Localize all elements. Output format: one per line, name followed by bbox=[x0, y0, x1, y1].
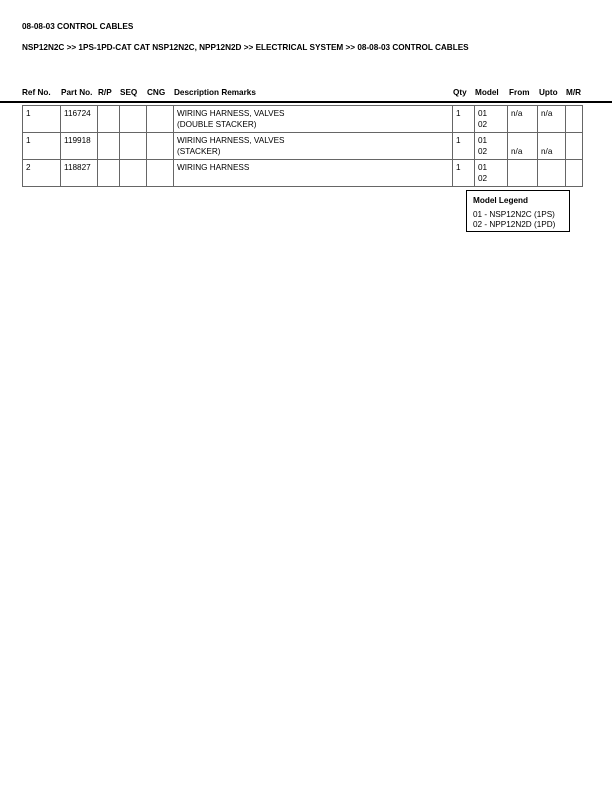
cell-seq bbox=[120, 160, 147, 187]
cell-text: 02 bbox=[478, 173, 488, 183]
col-header-qty: Qty bbox=[453, 88, 467, 97]
col-header-part: Part No. bbox=[61, 88, 93, 97]
cell-text: 1 bbox=[456, 163, 461, 172]
cell-part bbox=[61, 106, 98, 133]
col-header-seq: SEQ bbox=[120, 88, 138, 97]
cell-text: 01 bbox=[478, 109, 488, 118]
cell-qty bbox=[453, 160, 475, 187]
cell-text: (DOUBLE STACKER) bbox=[177, 119, 257, 129]
cell-cng bbox=[147, 106, 174, 133]
cell-text: 1 bbox=[26, 109, 31, 118]
cell-qty bbox=[453, 106, 475, 133]
cell-text: 01 bbox=[478, 136, 488, 145]
cell-text: 116724 bbox=[64, 109, 91, 118]
cell-ref bbox=[23, 160, 61, 187]
cell-part bbox=[61, 133, 98, 160]
cell-ref bbox=[23, 133, 61, 160]
table-row bbox=[23, 106, 583, 133]
cell-rp bbox=[98, 133, 120, 160]
cell-mr bbox=[566, 160, 583, 187]
cell-text: 02 bbox=[478, 119, 488, 129]
cell-cng bbox=[147, 160, 174, 187]
col-header-rp: R/P bbox=[98, 88, 112, 97]
cell-text: n/a bbox=[511, 146, 523, 156]
header-rule bbox=[0, 101, 612, 103]
cell-text: 1 bbox=[456, 109, 461, 118]
cell-text: 1 bbox=[456, 136, 461, 145]
cell-model bbox=[475, 106, 508, 133]
col-header-model: Model bbox=[475, 88, 499, 97]
model-legend bbox=[466, 190, 570, 232]
cell-cng bbox=[147, 133, 174, 160]
cell-text: WIRING HARNESS bbox=[177, 163, 250, 172]
cell-model bbox=[475, 160, 508, 187]
cell-text: 118827 bbox=[64, 163, 91, 172]
legend-item: 02 - NPP12N2D (1PD) bbox=[473, 220, 556, 229]
cell-rp bbox=[98, 106, 120, 133]
col-header-mr: M/R bbox=[566, 88, 582, 97]
legend-title: Model Legend bbox=[473, 196, 529, 205]
cell-text: (STACKER) bbox=[177, 146, 221, 156]
cell-rp bbox=[98, 160, 120, 187]
cell-from bbox=[508, 106, 538, 133]
col-header-ref: Ref No. bbox=[22, 88, 51, 97]
cell-upto bbox=[538, 160, 566, 187]
cell-text: 02 bbox=[478, 146, 488, 156]
cell-upto bbox=[538, 133, 566, 160]
cell-from bbox=[508, 160, 538, 187]
cell-text: n/a bbox=[511, 109, 523, 118]
cell-text: n/a bbox=[541, 109, 553, 118]
cell-text: WIRING HARNESS, VALVES bbox=[177, 109, 285, 118]
cell-text: 1 bbox=[26, 136, 31, 145]
col-header-upto: Upto bbox=[539, 88, 558, 97]
cell-part bbox=[61, 160, 98, 187]
table-row bbox=[23, 160, 583, 187]
cell-text: WIRING HARNESS, VALVES bbox=[177, 136, 285, 145]
col-header-from: From bbox=[509, 88, 530, 97]
cell-mr bbox=[566, 133, 583, 160]
cell-text: 2 bbox=[26, 163, 31, 172]
cell-seq bbox=[120, 106, 147, 133]
cell-text: 01 bbox=[478, 163, 488, 172]
cell-text: n/a bbox=[541, 146, 553, 156]
cell-mr bbox=[566, 106, 583, 133]
parts-table bbox=[22, 105, 583, 187]
cell-from bbox=[508, 133, 538, 160]
cell-upto bbox=[538, 106, 566, 133]
col-header-desc: Description Remarks bbox=[174, 88, 256, 97]
cell-seq bbox=[120, 133, 147, 160]
page-title: 08-08-03 CONTROL CABLES bbox=[22, 22, 134, 31]
cell-desc bbox=[174, 133, 453, 160]
legend-item: 01 - NSP12N2C (1PS) bbox=[473, 210, 555, 219]
cell-qty bbox=[453, 133, 475, 160]
table-row bbox=[23, 133, 583, 160]
breadcrumb: NSP12N2C >> 1PS-1PD-CAT CAT NSP12N2C, NPP12N2D >> ELECTRICAL SYSTEM >> 08-08-03 CONTROL CABLES bbox=[22, 43, 469, 52]
cell-desc bbox=[174, 106, 453, 133]
cell-model bbox=[475, 133, 508, 160]
cell-desc bbox=[174, 160, 453, 187]
cell-text: 119918 bbox=[64, 136, 91, 145]
cell-ref bbox=[23, 106, 61, 133]
col-header-cng: CNG bbox=[147, 88, 166, 97]
